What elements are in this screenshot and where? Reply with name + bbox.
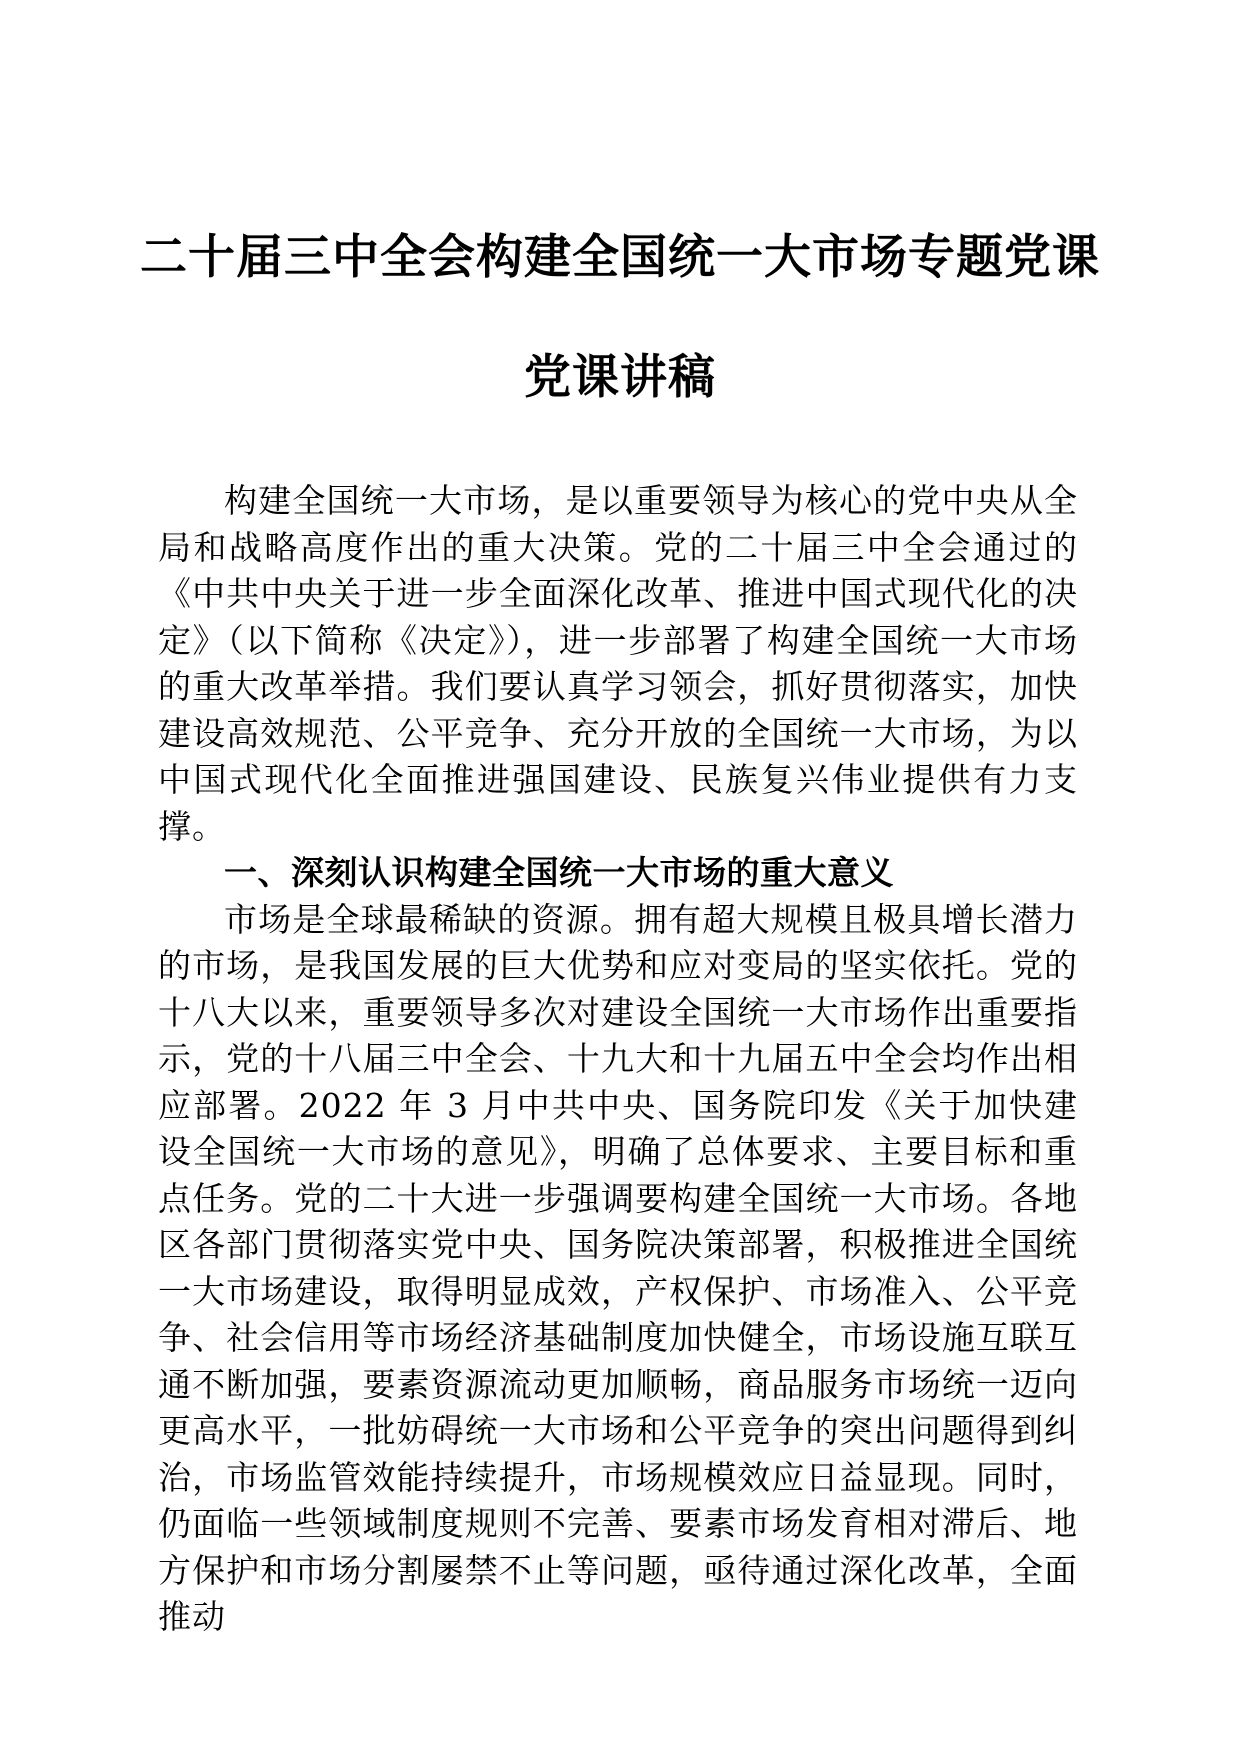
document-body — [158, 478, 1078, 1641]
section-paragraph: 市场是全球最稀缺的资源。拥有超大规模且极具增长潜力的市场，是我国发展的巨大优势和应对变局的坚实依托。党的十八大以来，重要领导多次对建设全国统一大市场作出重要指示，党的十八届三中全会、十九大和十九届五中全会均作出相应部署。2022 年 3 月中共中央、国务院印发《关于加快建设全国统一大市场的意见》，明确了总体要求、主要目标和重点任务。党的二十大进一步强调要构建全国统一大市场。各地区各部门贯彻落实党中央、国务院决策部署，积极推进全国统一大市场建设，取得明显成效，产权保护、市场准入、公平竞争、社会信用等市场经济基础制度加快健全，市场设施互联互通不断加强，要素资源流动更加顺畅，商品服务市场统一迈向更高水平，一批妨碍统一大市场和公平竞争的突出问题得到纠治，市场监管效能持续提升，市场规模效应日益显现。同时，仍面临一些领域制度规则不完善、要素市场发育相对滞后、地方保护和市场分割屡禁不止等问题，亟待通过深化改革，全面推动 — [158, 899, 1078, 1636]
document-subtitle: 党课讲稿 — [524, 350, 716, 405]
section-heading: 一、深刻认识构建全国统一大市场的重大意义 — [224, 853, 894, 892]
intro-paragraph: 构建全国统一大市场，是以重要领导为核心的党中央从全局和战略高度作出的重大决策。党的二十届三中全会通过的《中共中央关于进一步全面深化改革、推进中国式现代化的决定》（以下简称《决定》），进一步部署了构建全国统一大市场的重大改革举措。我们要认真学习领会，抓好贯彻落实，加快建设高效规范、公平竞争、充分开放的全国统一大市场，为以中国式现代化全面推进强国建设、民族复兴伟业提供有力支撑。 — [158, 481, 1078, 846]
document-title: 二十届三中全会构建全国统一大市场专题党课 — [140, 230, 1100, 285]
